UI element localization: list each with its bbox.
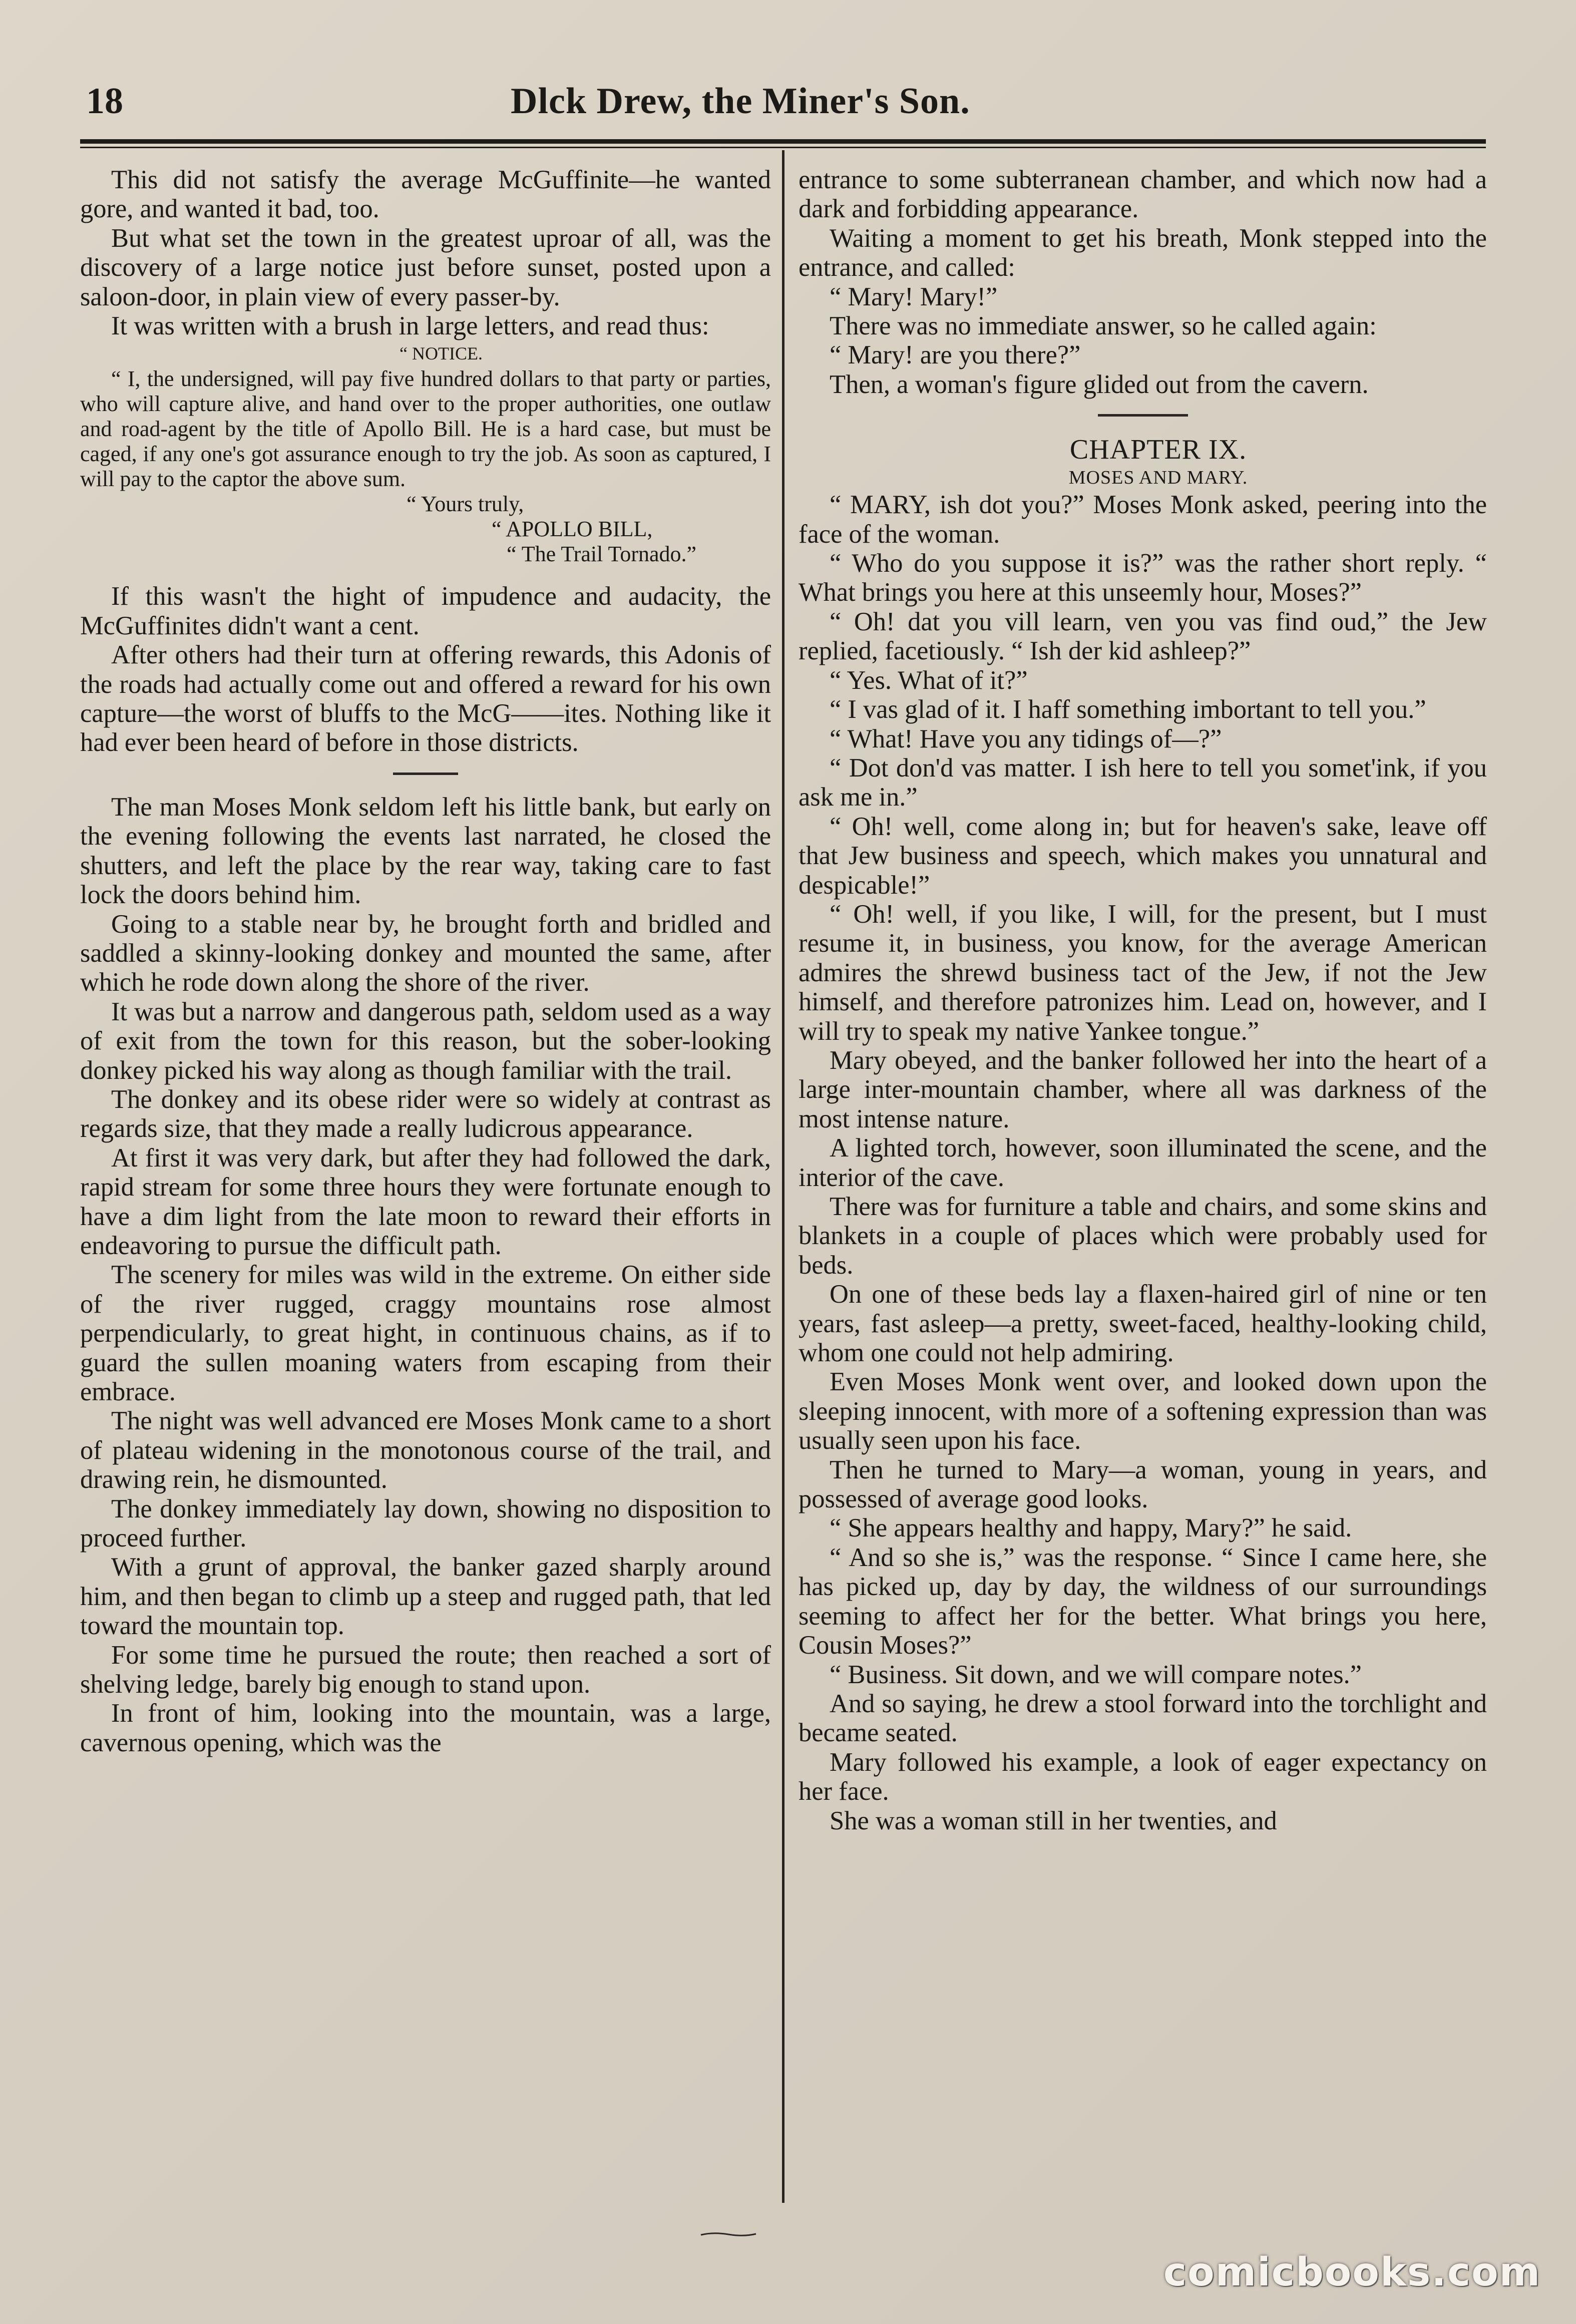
chapter-title: CHAPTER IX.: [1069, 434, 1247, 466]
paragraph: And so saying, he drew a stool forward into the torchlight and became seated.: [799, 1689, 1487, 1748]
paragraph: “ Who do you suppose it is?” was the rather short reply. “ What brings you here at this unseemly hour, Moses?”: [799, 549, 1487, 607]
paragraph: This did not satisfy the average McGuffinite—he wanted gore, and wanted it bad, too.: [80, 165, 771, 224]
paragraph: For some time he pursued the route; then reached a sort of shelving ledge, barely big enough to stand upon.: [80, 1640, 771, 1699]
paragraph: “ And so she is,” was the response. “ Since I came here, she has picked up, day by day, the wildness of our surroundings seeming to affect her for the better. What brings you here, Cousin Moses?”: [799, 1542, 1487, 1660]
running-title: Dlck Drew, the Miner's Son.: [511, 81, 970, 122]
paragraph: But what set the town in the greatest uproar of all, was the discovery of a large notice just before sunset, posted upon a saloon-door, in plain view of every passer-by.: [80, 223, 771, 311]
notice-signature-line: “ Yours truly,: [407, 492, 524, 517]
paragraph: The donkey immediately lay down, showing no disposition to proceed further.: [80, 1494, 771, 1553]
page-number: 18: [86, 81, 123, 122]
paragraph: Then, a woman's figure glided out from the cavern.: [830, 369, 1369, 399]
paragraph: The night was well advanced ere Moses Monk came to a short of plateau widening in the monotonous course of the trail, and drawing rein, he dismounted.: [80, 1406, 771, 1494]
paragraph: “ She appears healthy and happy, Mary?” he said.: [830, 1513, 1352, 1543]
section-separator: [80, 757, 771, 793]
paragraph: It was but a narrow and dangerous path, seldom used as a way of exit from the town for this reason, but the sober-looking donkey picked his way along as though familiar with the trail.: [80, 997, 771, 1085]
watermark: comicbooks.com: [1163, 2250, 1541, 2295]
notice-body: “ I, the undersigned, will pay five hundred dollars to that party or parties, who will capture alive, and hand over to the proper authorities, one outlaw and road-agent by the title of Apollo Bill. He is a hard case, but must be caged, if any one's got assurance enough to try the job. As soon as captured, I will pay to the captor the above sum.: [80, 366, 771, 492]
paragraph: It was written with a brush in large letters, and read thus:: [111, 311, 709, 341]
paragraph: Waiting a moment to get his breath, Monk stepped into the entrance, and called:: [799, 223, 1487, 282]
notice-signature-title: “ The Trail Tornado.”: [507, 542, 697, 567]
paragraph: Even Moses Monk went over, and looked down upon the sleeping innocent, with more of a softening expression than was usually seen upon his face.: [799, 1367, 1487, 1455]
left-column: [80, 165, 771, 2238]
paragraph: “ Yes. What of it?”: [830, 665, 1028, 695]
paragraph: “ Dot don'd vas matter. I ish here to tell you somet'ink, if you ask me in.”: [799, 753, 1487, 812]
header-rule: [80, 139, 1486, 148]
paragraph: entrance to some subterranean chamber, and which now had a dark and forbidding appearance.: [799, 165, 1487, 224]
paragraph: After others had their turn at offering rewards, this Adonis of the roads had actually come out and offered a reward for his own capture—the worst of bluffs to the McG——ites. Nothing like it had ever been heard of before in those districts.: [80, 640, 771, 757]
paragraph: A lighted torch, however, soon illuminated the scene, and the interior of the cave.: [799, 1133, 1487, 1192]
paragraph: There was for furniture a table and chairs, and some skins and blankets in a couple of places which were probably used for beds.: [799, 1192, 1487, 1280]
notice-heading: “ NOTICE.: [400, 343, 483, 364]
right-column: [799, 165, 1487, 2238]
paragraph: She was a woman still in her twenties, and: [830, 1806, 1277, 1835]
paragraph: The donkey and its obese rider were so widely at contrast as regards size, that they made a really ludicrous appearance.: [80, 1084, 771, 1143]
paragraph: At first it was very dark, but after they had followed the dark, rapid stream for some three hours they were fortunate enough to have a dim light from the late moon to reward their efforts in endeavoring to pursue the difficult path.: [80, 1143, 771, 1260]
page-header: [80, 80, 1486, 135]
paragraph: “ Mary! are you there?”: [830, 340, 1081, 370]
paragraph: “ Oh! well, if you like, I will, for the present, but I must resume it, in business, you know, for the average American admires the shrewd business tact of the Jew, if not the Jew himself, and therefore patronizes him. Lead on, however, and I will try to speak my native Yankee tongue.”: [799, 899, 1487, 1046]
footer-ornament: [698, 2231, 758, 2238]
paragraph: With a grunt of approval, the banker gazed sharply around him, and then began to climb up a steep and rugged path, that led toward the mountain top.: [80, 1553, 771, 1641]
paragraph: There was no immediate answer, so he called again:: [830, 311, 1377, 341]
paragraph: “ Oh! dat you vill learn, ven you vas find oud,” the Jew replied, facetiously. “ Ish der kid ashleep?”: [799, 607, 1487, 666]
paragraph: “ I vas glad of it. I haff something imbortant to tell you.”: [830, 695, 1426, 724]
paragraph: If this wasn't the hight of impudence and audacity, the McGuffinites didn't want a cent.: [80, 582, 771, 640]
paragraph: Going to a stable near by, he brought forth and bridled and saddled a skinny-looking donkey and mounted the same, after which he rode down along the shore of the river.: [80, 909, 771, 997]
paragraph: Mary followed his example, a look of eager expectancy on her face.: [799, 1747, 1487, 1806]
paragraph: In front of him, looking into the mountain, was a large, cavernous opening, which was the: [80, 1699, 771, 1757]
paragraph: Then he turned to Mary—a woman, young in years, and possessed of average good looks.: [799, 1455, 1487, 1514]
notice-signature-name: “ APOLLO BILL,: [492, 517, 653, 542]
paragraph: The man Moses Monk seldom left his little bank, but early on the evening following the events last narrated, he closed the shutters, and left the place by the rear way, taking care to fast lock the doors behind him.: [80, 792, 771, 910]
paragraph: The scenery for miles was wild in the extreme. On either side of the river rugged, craggy mountains rose almost perpendicularly, to great hight, in continuous chains, as if to guard the sullen moaning waters from escaping from their embrace.: [80, 1260, 771, 1406]
paragraph: “ Business. Sit down, and we will compare notes.”: [830, 1660, 1362, 1689]
column-divider: [782, 150, 784, 2203]
section-separator: [799, 399, 1487, 434]
paragraph: “ MARY, ish dot you?” Moses Monk asked, peering into the face of the woman.: [799, 490, 1487, 549]
paragraph: Mary obeyed, and the banker followed her into the heart of a large inter-mountain chamber, where all was darkness of the most intense nature.: [799, 1045, 1487, 1133]
paragraph: “ What! Have you any tidings of—?”: [830, 724, 1222, 753]
paragraph: On one of these beds lay a flaxen-haired girl of nine or ten years, fast asleep—a pretty, sweet-faced, healthy-looking child, whom one could not help admiring.: [799, 1280, 1487, 1368]
paragraph: “ Oh! well, come along in; but for heaven's sake, leave off that Jew business and speech, which makes you unnatural and despicable!”: [799, 812, 1487, 900]
paragraph: “ Mary! Mary!”: [830, 282, 998, 311]
chapter-subtitle: MOSES AND MARY.: [1068, 467, 1248, 489]
